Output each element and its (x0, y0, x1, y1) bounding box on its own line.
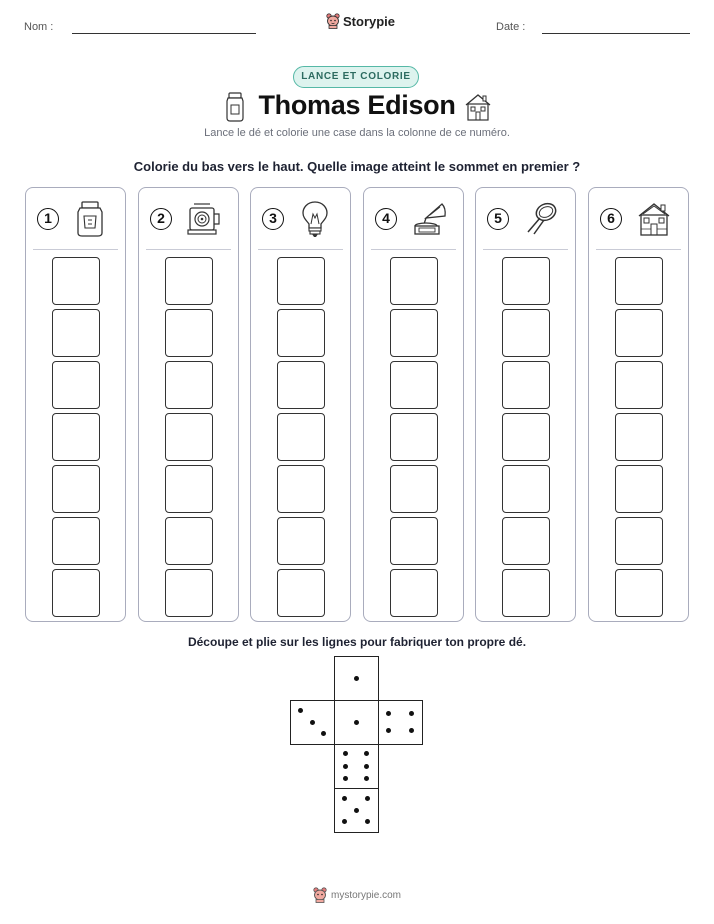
dice-pip (364, 751, 369, 756)
page-title: Thomas Edison (258, 90, 456, 120)
color-cell[interactable] (502, 361, 550, 409)
color-cell[interactable] (615, 517, 663, 565)
activity-tag: LANCE ET COLORIE (293, 66, 419, 88)
storypie-logo (326, 13, 395, 29)
storypie-mascot-icon (326, 13, 340, 29)
column-divider (483, 249, 568, 250)
color-cell[interactable] (277, 309, 325, 357)
gramophone-icon (412, 200, 444, 238)
date-line[interactable] (542, 33, 690, 34)
color-cell[interactable] (502, 569, 550, 617)
color-cell[interactable] (277, 413, 325, 461)
dice-pip (364, 776, 369, 781)
color-cell[interactable] (390, 465, 438, 513)
footer (0, 887, 714, 903)
instruction-text: Colorie du bas vers le haut. Quelle image atteint le sommet en premier ? (133, 159, 581, 174)
dice-pip (298, 708, 303, 713)
color-cell[interactable] (277, 465, 325, 513)
column-1 (25, 187, 126, 622)
dice-face (378, 700, 423, 745)
color-cell[interactable] (165, 361, 213, 409)
logo-text: Storypie (343, 13, 396, 29)
color-cell[interactable] (277, 517, 325, 565)
color-cell[interactable] (277, 361, 325, 409)
column-number: 1 (37, 208, 59, 230)
column-6 (588, 187, 689, 622)
storypie-mascot-icon (313, 887, 327, 903)
house-icon (464, 92, 492, 122)
dice-pip (364, 764, 369, 769)
color-cell[interactable] (165, 257, 213, 305)
cut-instruction: Découpe et plie sur les lignes pour fabriquer ton propre dé. (187, 635, 527, 649)
dice-face (334, 656, 379, 701)
color-cell[interactable] (165, 465, 213, 513)
house-icon (637, 200, 669, 238)
dice-pip (386, 711, 391, 716)
column-5 (475, 187, 576, 622)
color-cell[interactable] (502, 309, 550, 357)
color-cell[interactable] (502, 257, 550, 305)
column-divider (596, 249, 681, 250)
color-cell[interactable] (390, 517, 438, 565)
date-label: Date : (496, 21, 526, 33)
column-number: 6 (600, 208, 622, 230)
color-cell[interactable] (502, 517, 550, 565)
color-cell[interactable] (277, 257, 325, 305)
dice-face (290, 700, 335, 745)
color-cell[interactable] (615, 465, 663, 513)
dice-pip (310, 720, 315, 725)
column-2 (138, 187, 239, 622)
dice-pip (321, 731, 326, 736)
color-cell[interactable] (390, 569, 438, 617)
column-divider (258, 249, 343, 250)
color-cell[interactable] (390, 413, 438, 461)
dice-pip (409, 711, 414, 716)
color-cell[interactable] (52, 517, 100, 565)
column-number: 5 (487, 208, 509, 230)
dice-pip (342, 819, 347, 824)
color-cell[interactable] (390, 257, 438, 305)
dice-pip (342, 796, 347, 801)
dice-pip (365, 796, 370, 801)
color-cell[interactable] (615, 361, 663, 409)
filament-loop-icon (524, 200, 556, 238)
column-number: 2 (150, 208, 172, 230)
dice-pip (343, 776, 348, 781)
color-cell[interactable] (502, 413, 550, 461)
color-cell[interactable] (502, 465, 550, 513)
name-label: Nom : (24, 21, 54, 33)
dice-pip (354, 808, 359, 813)
dice-face (334, 788, 379, 833)
column-number: 3 (262, 208, 284, 230)
dice-face (334, 744, 379, 789)
column-divider (371, 249, 456, 250)
color-cell[interactable] (165, 413, 213, 461)
color-cell[interactable] (390, 361, 438, 409)
color-cell[interactable] (165, 309, 213, 357)
color-cell[interactable] (390, 309, 438, 357)
color-cell[interactable] (277, 569, 325, 617)
dice-face (334, 700, 379, 745)
color-cell[interactable] (52, 569, 100, 617)
jar-icon (74, 200, 106, 238)
dice-pip (343, 764, 348, 769)
color-cell[interactable] (615, 257, 663, 305)
subtitle: Lance le dé et colorie une case dans la colonne de ce numéro. (204, 127, 510, 139)
light-bulb-icon (299, 200, 331, 238)
color-cell[interactable] (52, 257, 100, 305)
name-line[interactable] (72, 33, 256, 34)
dice-pip (409, 728, 414, 733)
column-4 (363, 187, 464, 622)
column-number: 4 (375, 208, 397, 230)
column-divider (33, 249, 118, 250)
dice-pip (354, 720, 359, 725)
color-cell[interactable] (165, 569, 213, 617)
dice-pip (354, 676, 359, 681)
color-cell[interactable] (615, 309, 663, 357)
phonograph-cylinder-icon (187, 200, 219, 238)
color-cell[interactable] (615, 569, 663, 617)
dice-pip (365, 819, 370, 824)
dice-pip (386, 728, 391, 733)
color-cell[interactable] (52, 309, 100, 357)
color-cell[interactable] (52, 361, 100, 409)
color-cell[interactable] (52, 413, 100, 461)
column-divider (146, 249, 231, 250)
color-cell[interactable] (165, 517, 213, 565)
dice-pip (343, 751, 348, 756)
footer-site: mystorypie.com (330, 889, 401, 901)
color-cell[interactable] (52, 465, 100, 513)
column-3 (250, 187, 351, 622)
color-cell[interactable] (615, 413, 663, 461)
